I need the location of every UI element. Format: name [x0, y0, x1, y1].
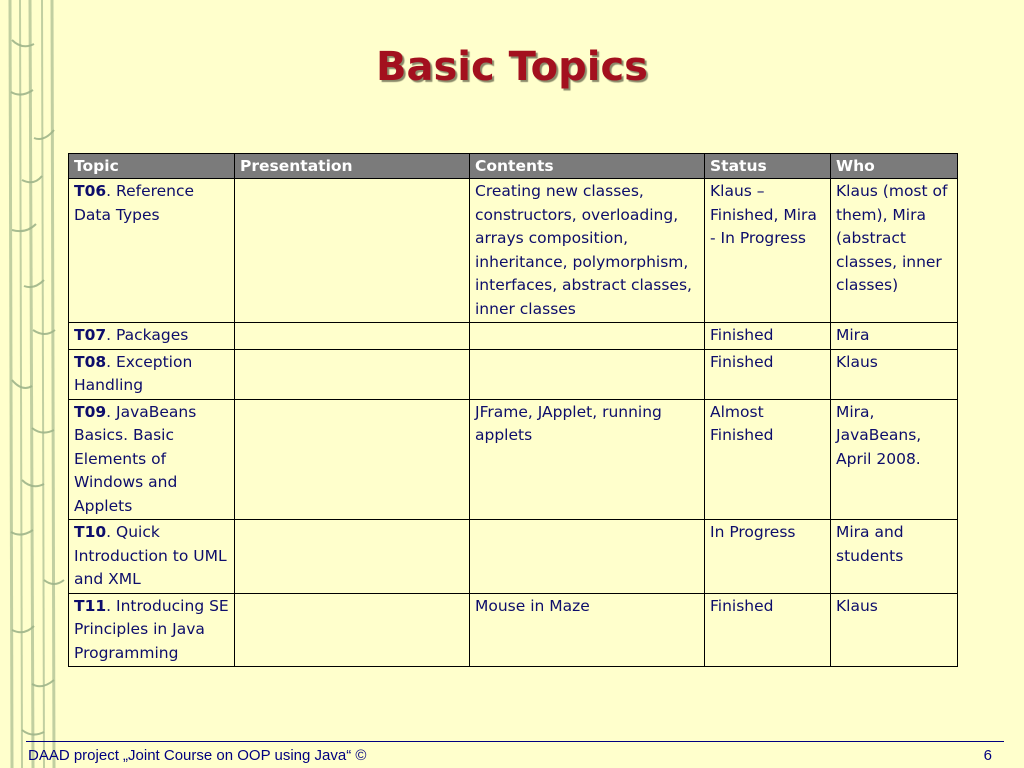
who-cell: Mira [831, 323, 958, 350]
contents-cell: JFrame, JApplet, running applets [470, 399, 705, 520]
table-row [69, 179, 958, 323]
topic-cell [69, 323, 235, 350]
footer-divider [26, 741, 1004, 742]
bamboo-decoration [0, 0, 70, 768]
contents-cell: Mouse in Maze [470, 593, 705, 667]
status-cell: Klaus – Finished, Mira - In Progress [705, 179, 831, 323]
status-cell: Finished [705, 349, 831, 399]
who-cell: Mira and students [831, 520, 958, 594]
topic-name: . Introducing SE Principles in Java Programming [74, 596, 229, 662]
table-row [69, 399, 958, 520]
table-row [69, 593, 958, 667]
status-cell: In Progress [705, 520, 831, 594]
slide-title: Basic Topics [376, 44, 648, 90]
topic-name: . JavaBeans Basics. Basic Elements of Windows and Applets [74, 402, 197, 515]
status-cell: Almost Finished [705, 399, 831, 520]
contents-cell: Creating new classes, constructors, overloading, arrays composition, inheritance, polymorphism, interfaces, abstract classes, inner classes [470, 179, 705, 323]
presentation-cell [235, 179, 470, 323]
table-row [69, 323, 958, 350]
topic-cell [69, 349, 235, 399]
footer-text: DAAD project „Joint Course on OOP using Java“ © [28, 747, 367, 764]
page-number: 6 [983, 747, 992, 764]
contents-cell [470, 323, 705, 350]
header-status: Status [705, 154, 831, 179]
topics-table [68, 153, 958, 667]
presentation-cell [235, 399, 470, 520]
topic-cell [69, 399, 235, 520]
presentation-cell [235, 349, 470, 399]
table-row [69, 520, 958, 594]
status-cell: Finished [705, 593, 831, 667]
topic-id: T11 [74, 596, 107, 615]
presentation-cell [235, 593, 470, 667]
contents-cell [470, 520, 705, 594]
contents-cell [470, 349, 705, 399]
topic-name: . Reference Data Types [74, 182, 195, 224]
presentation-cell [235, 323, 470, 350]
topic-name: . Quick Introduction to UML and XML [74, 523, 227, 588]
topic-cell [69, 520, 235, 594]
topic-id: T06 [74, 182, 107, 200]
topic-cell [69, 179, 235, 323]
who-cell: Klaus [831, 593, 958, 667]
presentation-cell [235, 520, 470, 594]
topic-id: T07 [74, 326, 107, 344]
header-who: Who [831, 154, 958, 179]
topic-id: T09 [74, 402, 107, 421]
topic-id: T10 [74, 523, 107, 541]
header-topic: Topic [69, 154, 235, 179]
table-row [69, 349, 958, 399]
who-cell: Klaus [831, 349, 958, 399]
status-cell: Finished [705, 323, 831, 350]
topic-cell [69, 593, 235, 667]
header-contents: Contents [470, 154, 705, 179]
table-header-row [69, 154, 958, 179]
who-cell: Mira, JavaBeans, April 2008. [831, 399, 958, 520]
header-presentation: Presentation [235, 154, 470, 179]
topic-name: . Exception Handling [74, 352, 193, 394]
topic-id: T08 [74, 352, 107, 371]
topic-name: . Packages [106, 326, 189, 344]
who-cell: Klaus (most of them), Mira (abstract classes, inner classes) [831, 179, 958, 323]
